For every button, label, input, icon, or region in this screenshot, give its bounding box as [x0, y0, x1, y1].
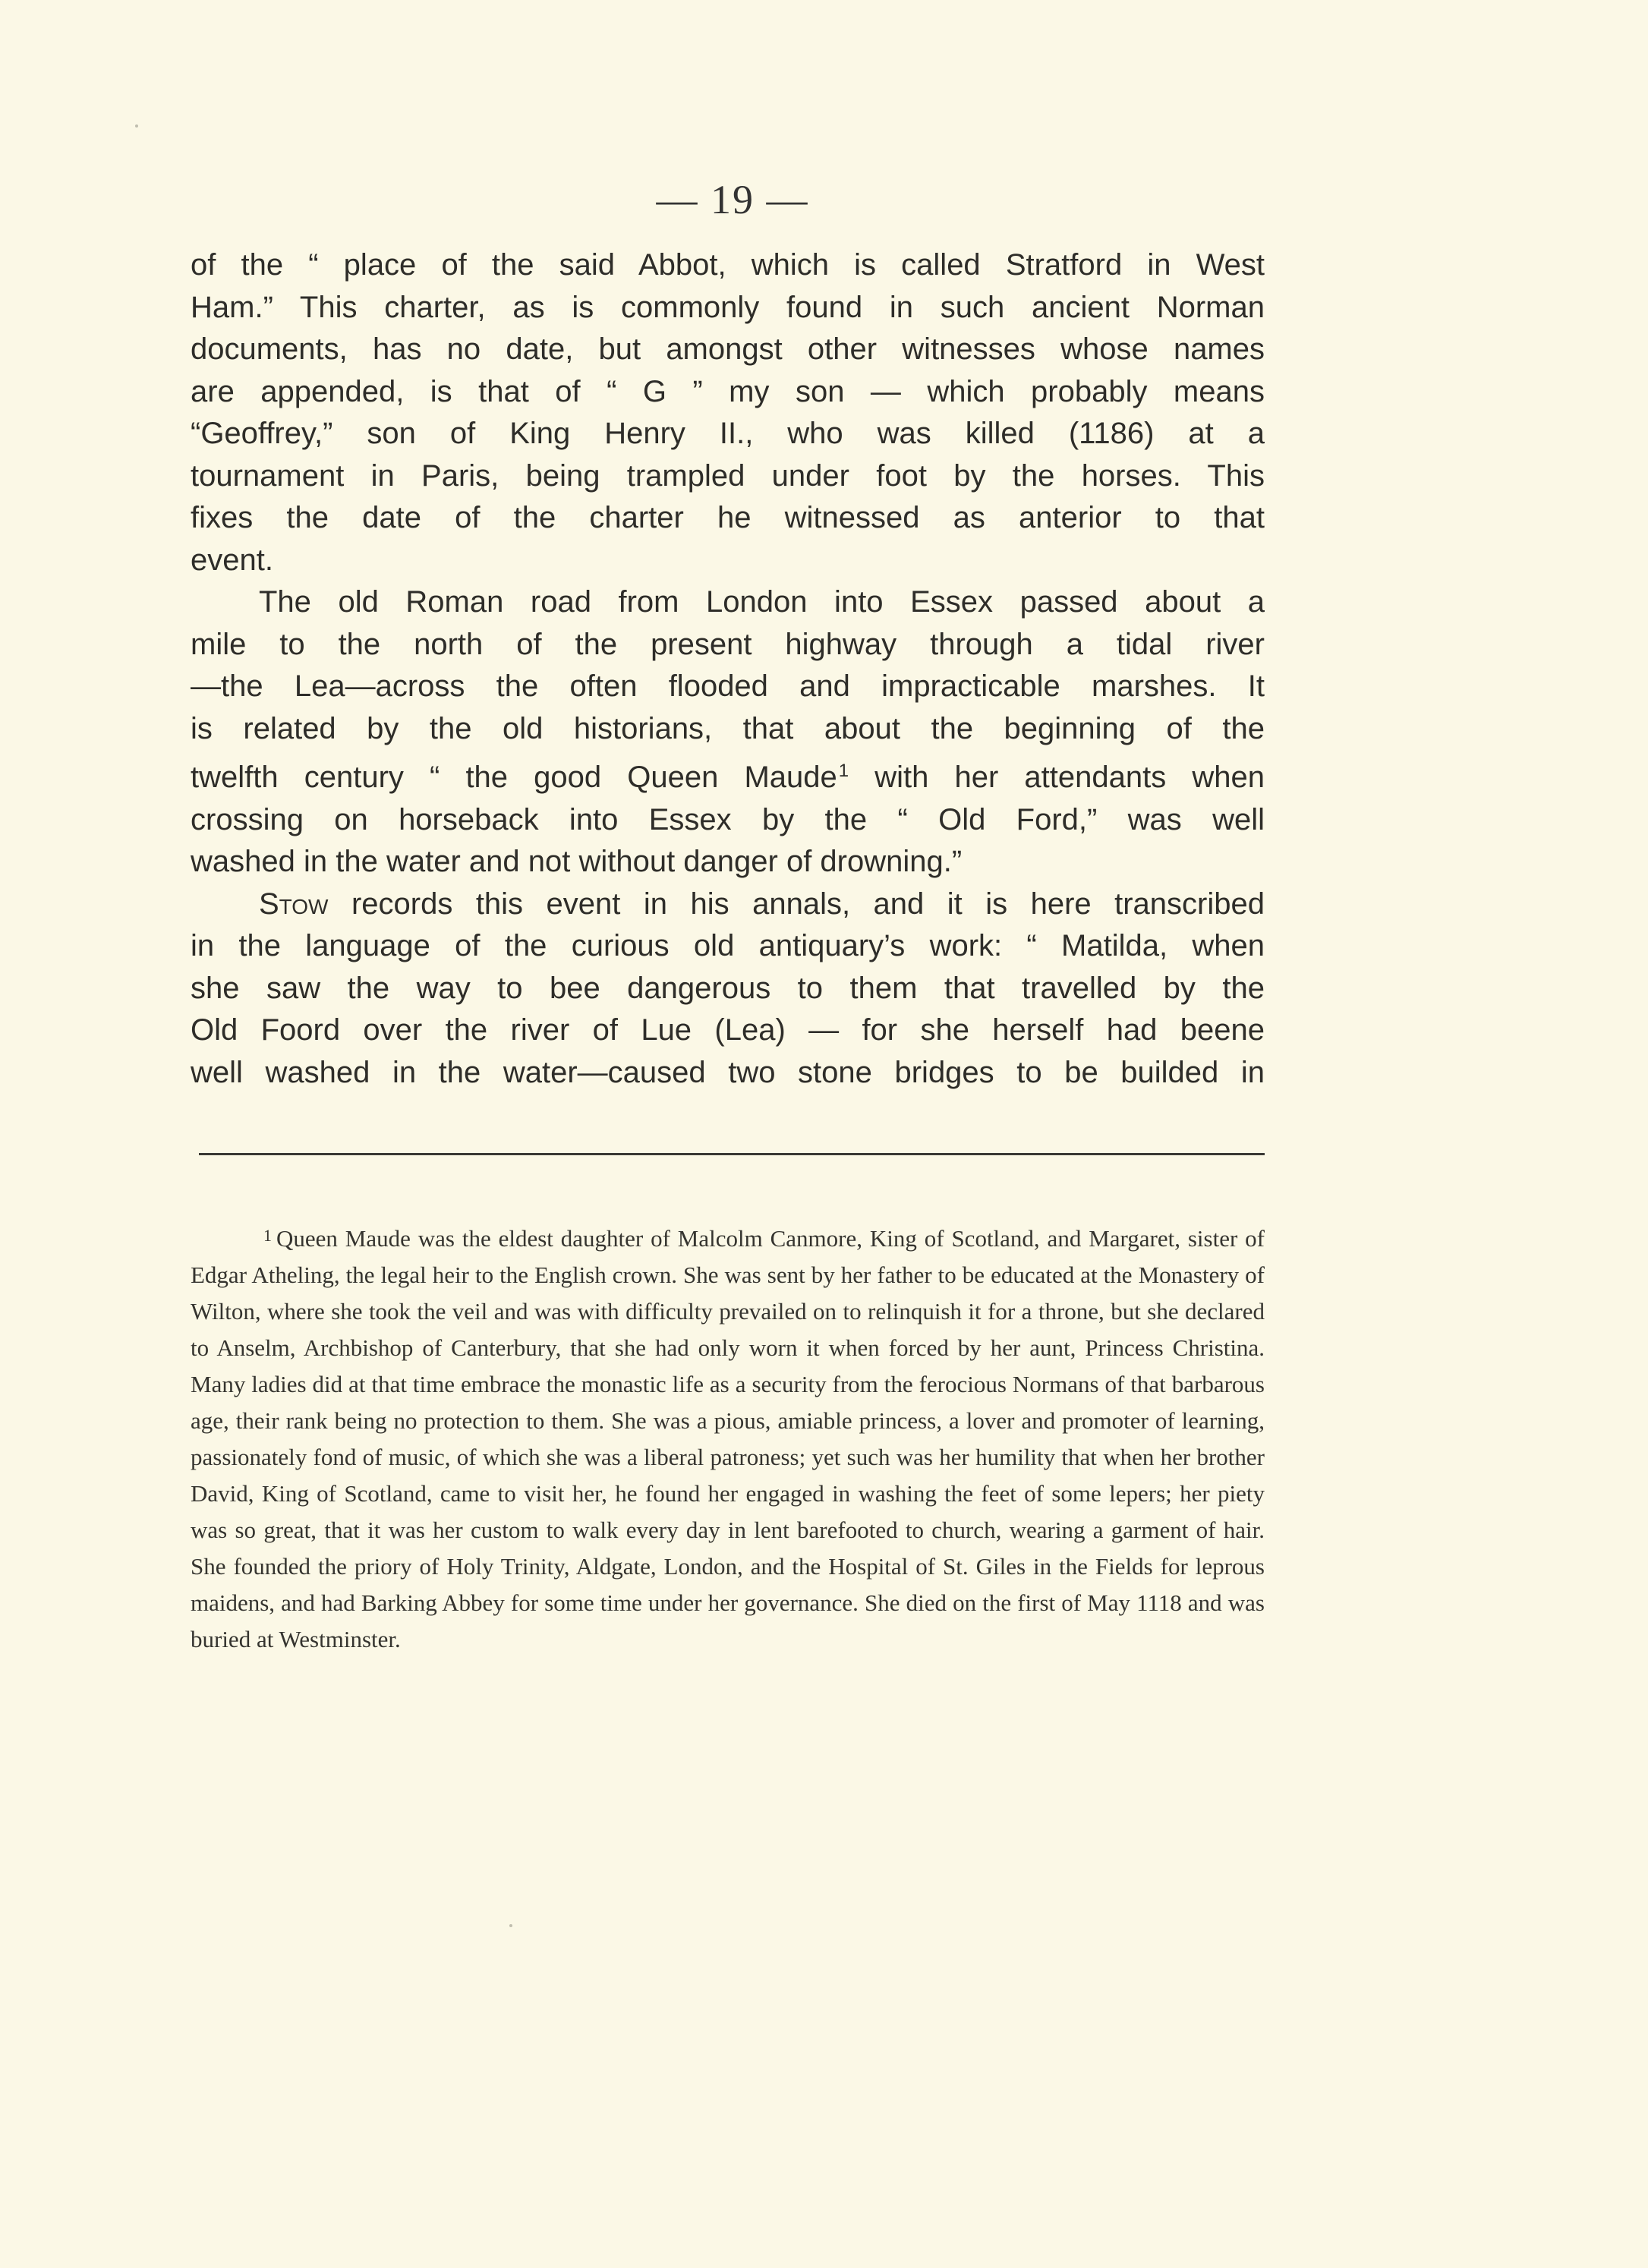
text-line: is related by the old historians, that about the beginning of the [191, 711, 1265, 745]
footnote-divider [199, 1153, 1265, 1155]
paragraph-2 [191, 581, 1265, 841]
footnote-paragraph [191, 1217, 1265, 1658]
paragraph-1-end [191, 540, 1265, 582]
text-line: in the language of the curious old antiquary’s work: “ Matilda, when [191, 929, 1265, 962]
text-line: Old Foord over the river of Lue (Lea) — for she herself had beene [191, 1013, 1265, 1047]
text-line: The old Roman road from London into Essex passed about a [259, 585, 1265, 619]
paragraph-3 [191, 884, 1265, 1095]
footnote-marker: 1 [263, 1226, 272, 1245]
footnote-text: Queen Maude was the eldest daughter of Malcolm Canmore, King of Scotland, and Margaret, sister of Edgar Atheling, the legal heir to the English crown. She was sent by her father to be educated at the Monastery of Wilton, where she took the veil and was with difficulty prevailed on to relinquish it for a throne, but she declared to Anselm, Archbishop of Canterbury, that she had only worn it when forced by her aunt, Princess Christina. Many ladies did at that time embrace the monastic life as a security from the ferocious Normans of that barbarous age, their rank being no protection to them. She was a pious, amiable princess, a lover and promoter of learning, passionately fond of music, of which she was a liberal patroness; yet such was her humility that when her brother David, King of Scotland, came to visit her, he found her engaged in washing the feet of some lepers; her piety was so great, that it was her custom to walk every day in lent barefooted to church, wearing a garment of hair. She founded the priory of Holy Trinity, Aldgate, London, and the Hospital of St. Giles in the Fields for leprous maidens, and had Barking Abbey for some time under her governance. She died on the first of May 1118 and was buried at Westminster. [191, 1225, 1265, 1652]
text-line: are appended, is that of “ G ” my son — which probably means [191, 374, 1265, 408]
text-line: tournament in Paris, being trampled under foot by the horses. This [191, 458, 1265, 493]
text-line: mile to the north of the present highway through a tidal river [191, 627, 1265, 661]
main-text [191, 244, 1265, 1094]
author-name: Stow [259, 887, 329, 921]
text-line: records this event in his annals, and it is here transcribed [328, 887, 1265, 921]
text-line: —the Lea—across the often flooded and impracticable marshes. It [191, 669, 1265, 703]
paragraph-1 [191, 244, 1265, 540]
paper-speck [509, 1924, 512, 1927]
text-line: crossing on horseback into Essex by the “ Old Ford,” was well [191, 802, 1265, 836]
paper-speck [135, 124, 138, 128]
text-line: washed in the water and not without danger of drowning.” [191, 845, 963, 878]
text-line: she saw the way to bee dangerous to them that travelled by the [191, 971, 1265, 1005]
text-line: “Geoffrey,” son of King Henry II., who was killed (1186) at a [191, 417, 1265, 450]
text-line: well washed in the water—caused two stone bridges to be builded in [191, 1055, 1265, 1089]
text-line: of the “ place of the said Abbot, which is called Stratford in West [191, 248, 1265, 282]
text-line: Ham.” This charter, as is commonly found in such ancient Norman [191, 290, 1265, 324]
page-number: — 19 — [656, 177, 809, 222]
text-line: fixes the date of the charter he witnessed as anterior to that [191, 501, 1265, 534]
footnote-reference: 1 [838, 761, 849, 781]
footnote [191, 1217, 1265, 1658]
text-line: with her attendants when [849, 761, 1265, 794]
paragraph-2-end [191, 841, 1265, 884]
text-line: documents, has no date, but amongst other witnesses whose names [191, 332, 1265, 366]
text-line: twelfth century “ the good Queen Maude [191, 761, 837, 794]
text-line: event. [191, 543, 273, 577]
